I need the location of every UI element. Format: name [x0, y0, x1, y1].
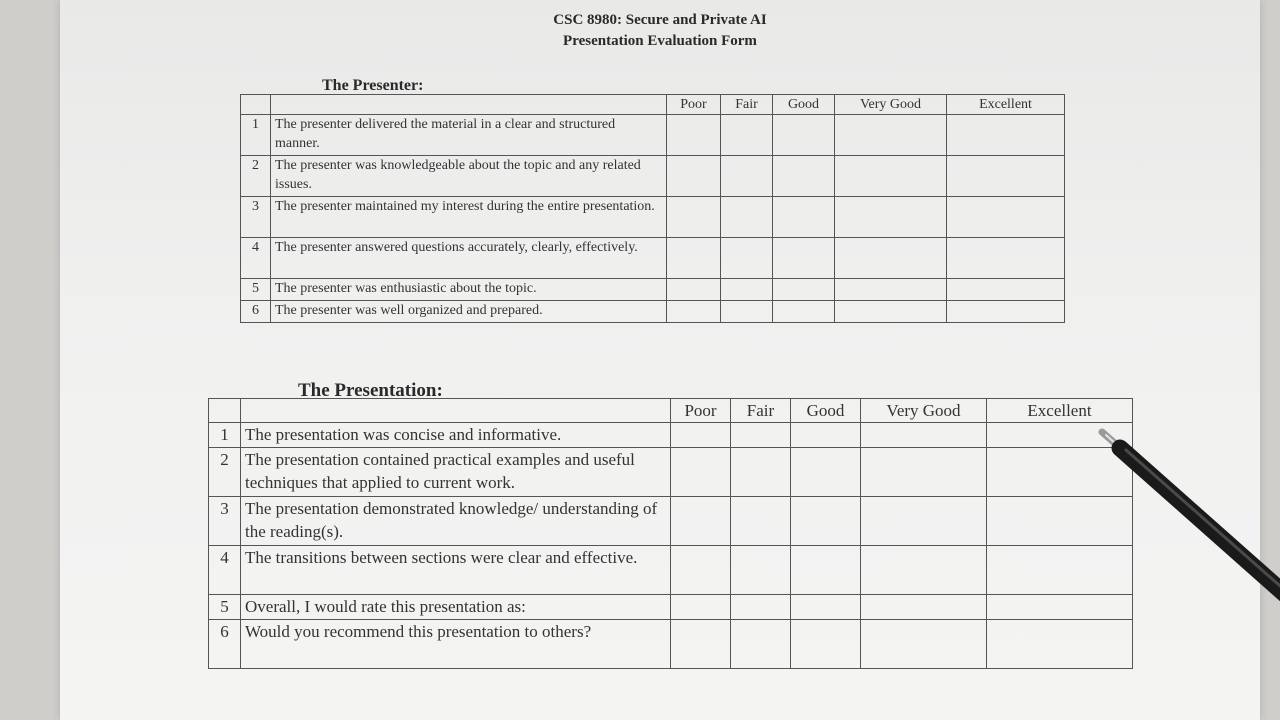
rating-cell-good[interactable] — [791, 595, 861, 620]
rating-cell-poor[interactable] — [671, 546, 731, 595]
header-very-good: Very Good — [835, 95, 947, 115]
rating-cell-fair[interactable] — [721, 238, 773, 279]
table-row — [241, 301, 1065, 323]
table-row — [241, 238, 1065, 279]
form-title: CSC 8980: Secure and Private AI — [553, 12, 767, 28]
rating-cell-excellent[interactable] — [947, 197, 1065, 238]
item-text: The transitions between sections were clear and effective. — [241, 546, 671, 595]
rating-cell-very-good[interactable] — [861, 620, 987, 669]
rating-cell-good[interactable] — [791, 423, 861, 448]
rating-cell-good[interactable] — [773, 279, 835, 301]
table-row — [241, 115, 1065, 156]
item-text: Overall, I would rate this presentation as: — [241, 595, 671, 620]
rating-cell-very-good[interactable] — [861, 448, 987, 497]
presentation-section-heading: The Presentation: — [298, 380, 443, 401]
rating-cell-poor[interactable] — [671, 448, 731, 497]
rating-cell-fair[interactable] — [721, 279, 773, 301]
table-row — [241, 156, 1065, 197]
item-number: 4 — [209, 546, 241, 595]
presentation-table-header — [209, 399, 1133, 423]
table-row — [209, 448, 1133, 497]
rating-cell-very-good[interactable] — [861, 497, 987, 546]
table-row — [209, 423, 1133, 448]
rating-cell-good[interactable] — [773, 301, 835, 323]
rating-cell-fair[interactable] — [731, 595, 791, 620]
item-text: The presenter maintained my interest during the entire presentation. — [271, 197, 667, 238]
header-good: Good — [791, 399, 861, 423]
form-subtitle: Presentation Evaluation Form — [563, 33, 757, 49]
item-text: The presentation contained practical examples and useful techniques that applied to current work. — [241, 448, 671, 497]
item-number: 3 — [241, 197, 271, 238]
item-number: 5 — [209, 595, 241, 620]
header-excellent: Excellent — [987, 399, 1133, 423]
item-text: The presenter was enthusiastic about the topic. — [271, 279, 667, 301]
table-row — [241, 279, 1065, 301]
table-row — [241, 197, 1065, 238]
header-fair: Fair — [731, 399, 791, 423]
rating-cell-fair[interactable] — [731, 423, 791, 448]
table-row — [209, 620, 1133, 669]
header-poor: Poor — [667, 95, 721, 115]
item-number: 4 — [241, 238, 271, 279]
rating-cell-very-good[interactable] — [835, 238, 947, 279]
rating-cell-fair[interactable] — [721, 156, 773, 197]
item-text: The presenter was knowledgeable about the topic and any related issues. — [271, 156, 667, 197]
item-number: 1 — [241, 115, 271, 156]
rating-cell-excellent[interactable] — [947, 238, 1065, 279]
rating-cell-excellent[interactable] — [947, 156, 1065, 197]
item-text: The presentation demonstrated knowledge/ understanding of the reading(s). — [241, 497, 671, 546]
item-number: 2 — [241, 156, 271, 197]
item-text: The presentation was concise and informative. — [241, 423, 671, 448]
presentation-rating-table — [208, 398, 1133, 669]
rating-cell-good[interactable] — [773, 197, 835, 238]
rating-cell-fair[interactable] — [731, 497, 791, 546]
rating-cell-very-good[interactable] — [835, 156, 947, 197]
rating-cell-poor[interactable] — [667, 115, 721, 156]
item-number: 1 — [209, 423, 241, 448]
rating-cell-excellent[interactable] — [947, 115, 1065, 156]
rating-cell-very-good[interactable] — [835, 197, 947, 238]
rating-cell-good[interactable] — [791, 620, 861, 669]
table-row — [209, 546, 1133, 595]
evaluation-form-paper — [60, 0, 1260, 720]
rating-cell-poor[interactable] — [671, 620, 731, 669]
header-fair: Fair — [721, 95, 773, 115]
rating-cell-very-good[interactable] — [861, 423, 987, 448]
rating-cell-very-good[interactable] — [861, 595, 987, 620]
presenter-table-header — [241, 95, 1065, 115]
item-text: The presenter was well organized and prepared. — [271, 301, 667, 323]
rating-cell-poor[interactable] — [667, 238, 721, 279]
rating-cell-good[interactable] — [791, 448, 861, 497]
rating-cell-poor[interactable] — [667, 301, 721, 323]
table-row — [209, 497, 1133, 546]
rating-cell-poor[interactable] — [671, 423, 731, 448]
rating-cell-excellent[interactable] — [987, 620, 1133, 669]
rating-cell-good[interactable] — [773, 156, 835, 197]
item-text: The presenter delivered the material in a clear and structured manner. — [271, 115, 667, 156]
presenter-section-heading: The Presenter: — [322, 77, 424, 94]
pen-icon — [1096, 418, 1280, 618]
rating-cell-fair[interactable] — [721, 197, 773, 238]
rating-cell-good[interactable] — [791, 497, 861, 546]
item-number: 6 — [209, 620, 241, 669]
rating-cell-good[interactable] — [773, 238, 835, 279]
rating-cell-poor[interactable] — [667, 279, 721, 301]
rating-cell-fair[interactable] — [721, 301, 773, 323]
item-number: 2 — [209, 448, 241, 497]
rating-cell-excellent[interactable] — [947, 279, 1065, 301]
rating-cell-very-good[interactable] — [835, 115, 947, 156]
rating-cell-poor[interactable] — [671, 595, 731, 620]
rating-cell-good[interactable] — [773, 115, 835, 156]
rating-cell-very-good[interactable] — [835, 279, 947, 301]
rating-cell-poor[interactable] — [667, 156, 721, 197]
header-excellent: Excellent — [947, 95, 1065, 115]
rating-cell-fair[interactable] — [721, 115, 773, 156]
item-text: The presenter answered questions accurately, clearly, effectively. — [271, 238, 667, 279]
rating-cell-fair[interactable] — [731, 620, 791, 669]
rating-cell-good[interactable] — [791, 546, 861, 595]
rating-cell-excellent[interactable] — [947, 301, 1065, 323]
rating-cell-poor[interactable] — [667, 197, 721, 238]
header-very-good: Very Good — [861, 399, 987, 423]
rating-cell-fair[interactable] — [731, 546, 791, 595]
header-good: Good — [773, 95, 835, 115]
item-number: 3 — [209, 497, 241, 546]
rating-cell-poor[interactable] — [671, 497, 731, 546]
table-row — [209, 595, 1133, 620]
presenter-rating-table — [240, 94, 1065, 323]
rating-cell-very-good[interactable] — [861, 546, 987, 595]
item-number: 5 — [241, 279, 271, 301]
rating-cell-fair[interactable] — [731, 448, 791, 497]
rating-cell-very-good[interactable] — [835, 301, 947, 323]
item-number: 6 — [241, 301, 271, 323]
item-text: Would you recommend this presentation to others? — [241, 620, 671, 669]
header-poor: Poor — [671, 399, 731, 423]
